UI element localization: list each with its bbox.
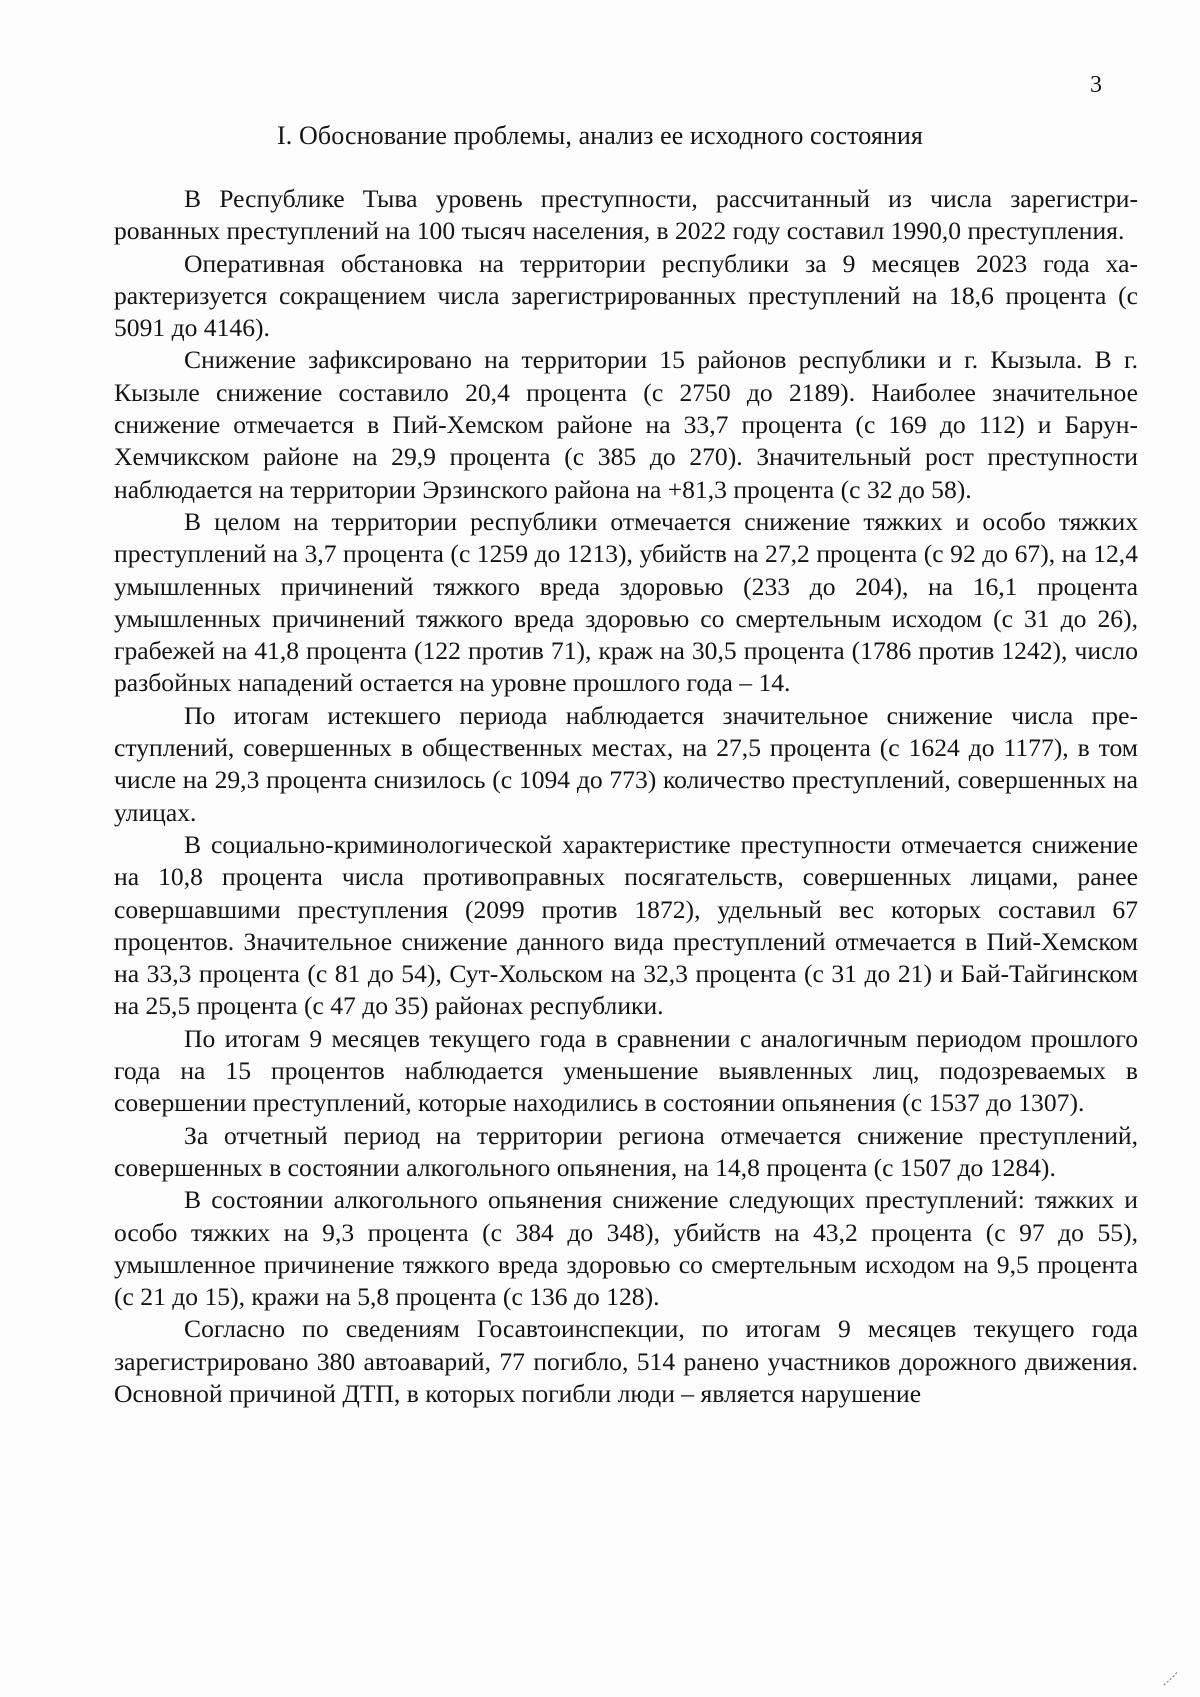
paragraph: По итогам истекшего периода наблюдается значительное снижение числа преступлений, совершенных в общественных местах, на 27,5 процента (с 1624 до 1177), в том числе на 29,3 процента снизилось (с 1094 до 773) количество преступлений, совершенных на улицах.	[114, 700, 1138, 827]
scan-mark-icon	[1160, 1667, 1182, 1689]
paragraph: В Республике Тыва уровень преступности, рассчитанный из числа зарегистрированных преступлений на 100 тысяч населения, в 2022 году составил 1990,0 преступления.	[114, 184, 1138, 246]
paragraph: В целом на территории республики отмечается снижение тяжких и особо тяжких преступлений на 3,7 процента (с 1259 до 1213), убийств на 27,2 процента (с 92 до 67), на 12,4 умышленных причинений тяжкого вреда здоровью (233 до 204), на 16,1 процента умышленных причинений тяжкого вреда здоровью со смертельным исходом (с 31 до 26), грабежей на 41,8 процента (122 против 71), краж на 30,5 процента (1786 против 1242), число разбойных нападений остается на уровне прошлого года – 14.	[114, 506, 1138, 698]
paragraph: Оперативная обстановка на территории республики за 9 месяцев 2023 года характеризуется сокращением числа зарегистрированных преступлений на 18,6 процента (с 5091 до 4146).	[114, 248, 1138, 343]
paragraph: По итогам 9 месяцев текущего года в сравнении с аналогичным периодом прошлого года на 15 процентов наблюдается уменьшение выявленных лиц, подозреваемых в совершении преступлений, которые находились в состоянии опьянения (с 1537 до 1307).	[114, 1023, 1138, 1118]
paragraph: В социально-криминологической характеристике преступности отмечается снижение на 10,8 процента числа противоправных посягательств, совершенных лицами, ранее совершавшими преступления (2099 против 1872), удельный вес которых составил 67 процентов. Значительное снижение данного вида преступлений отмечается в Пий-Хемском на 33,3 процента (с 81 до 54), Сут-Хольском на 32,3 процента (с 31 до 21) и Бай-Тайгинском на 25,5 процента (с 47 до 35) районах республики.	[114, 829, 1138, 1021]
paragraph: В состоянии алкогольного опьянения снижение следующих преступлений: тяжких и особо тяжких на 9,3 процента (с 384 до 348), убийств на 43,2 процента (с 97 до 55), умышленное причинение тяжкого вреда здоровью со смертельным исходом на 9,5 процента (с 21 до 15), кражи на 5,8 процента (с 136 до 128).	[114, 1185, 1138, 1312]
document-body	[114, 183, 1138, 1410]
page-number: 3	[1090, 72, 1102, 98]
section-title: I. Обоснование проблемы, анализ ее исходного состояния	[277, 121, 923, 150]
paragraph: За отчетный период на территории региона отмечается снижение преступлений, совершенных в состоянии алкогольного опьянения, на 14,8 процента (с 1507 до 1284).	[114, 1120, 1138, 1182]
paragraph: Согласно по сведениям Госавтоинспекции, по итогам 9 месяцев текущего года зарегистрировано 380 автоаварий, 77 погибло, 514 ранено участников дорожного движения. Основной причиной ДТП, в которых погибли люди – является нарушение	[114, 1314, 1138, 1408]
paragraph: Снижение зафиксировано на территории 15 районов республики и г. Кызыла. В г. Кызыле снижение составило 20,4 процента (с 2750 до 2189). Наиболее значительное снижение отмечается в Пий-Хемском районе на 33,7 процента (с 169 до 112) и Барун-Хемчикском районе на 29,9 процента (с 385 до 270). Значительный рост преступности наблюдается на территории Эрзинского района на +81,3 процента (с 32 до 58).	[114, 345, 1138, 504]
